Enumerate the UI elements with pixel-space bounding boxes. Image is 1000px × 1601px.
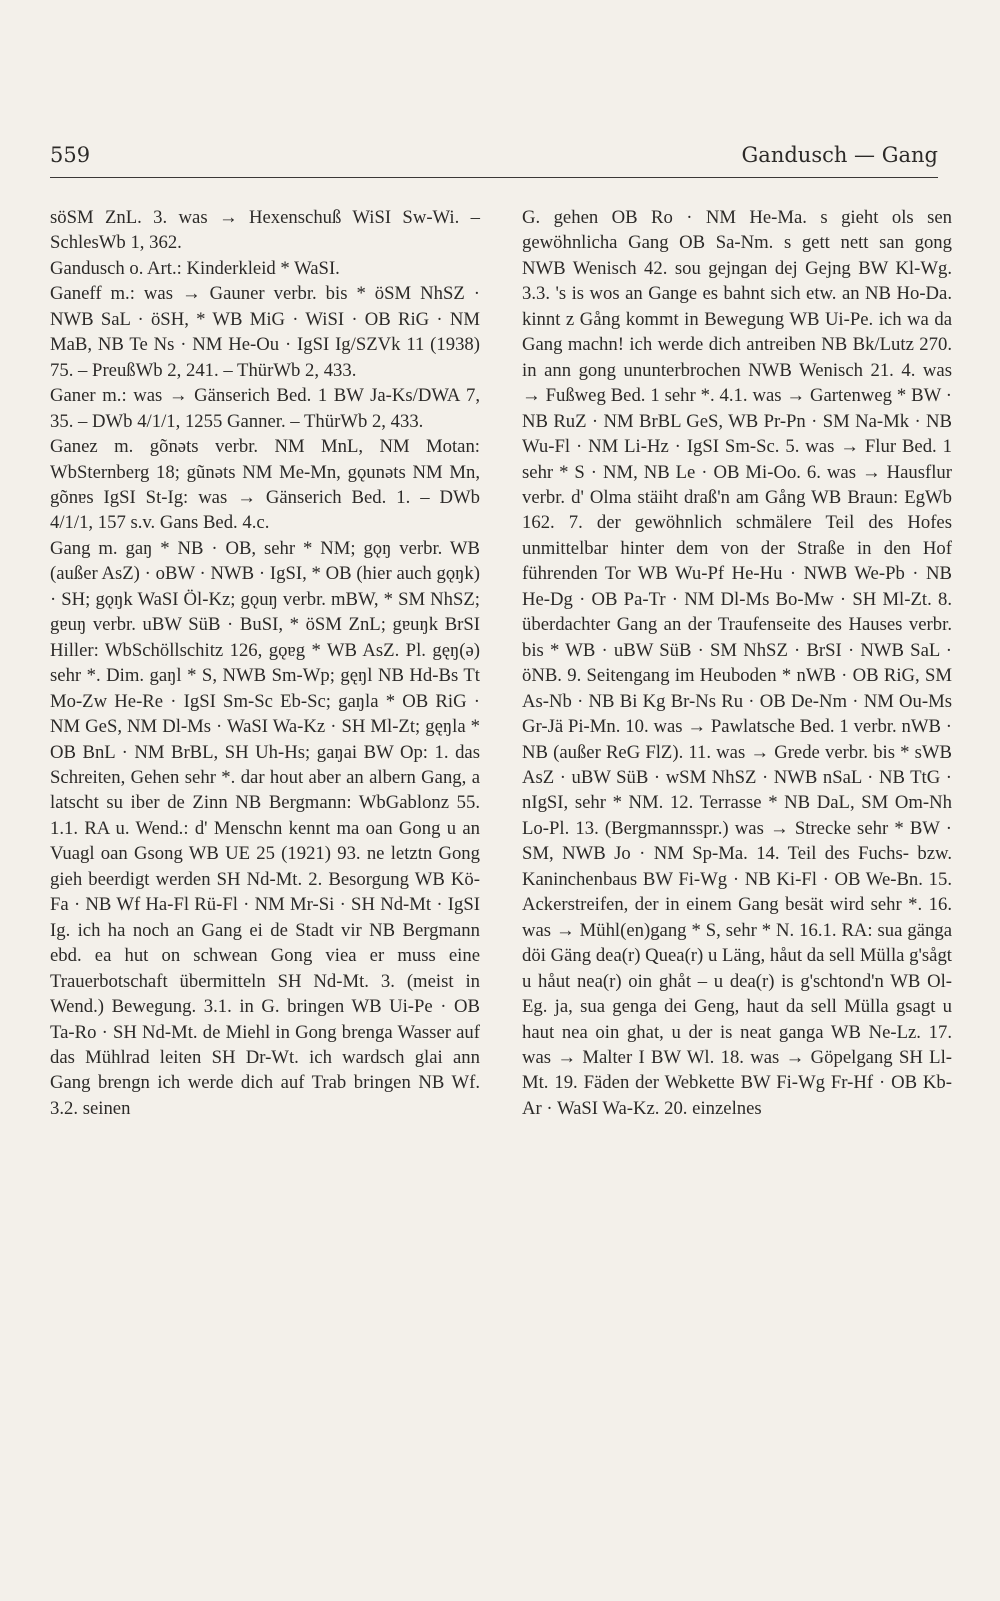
right-column [522,205,952,1121]
running-head: Gandusch — Gang [741,143,938,167]
entry-ganez: Ganez m. gõnəts verbr. NM MnL, NM Motan: WbSternberg 18; gũnəts NM Me-Mn, gǫunəts NM Mn, gõnɐs IgSI St-Ig: was → Gänserich Bed. 1. – DWb 4/1/1, 157 s.v. Gans Bed. 4.c. [50,436,480,534]
entry-ganeff: Ganeff m.: was → Gauner verbr. bis * öSM NhSZ · NWB SaL · öSH, * WB MiG · WiSI · OB RiG · NM MaB, NB Te Ns · NM He-Ou · IgSI Ig/SZVk 11 (1938) 75. – PreußWb 2, 241. – ThürWb 2, 433. [50,283,480,381]
page-number: 559 [50,143,91,167]
entry-ganer: Ganer m.: was → Gänserich Bed. 1 BW Ja-Ks/DWA 7, 35. – DWb 4/1/1, 1255 Ganner. – ThürWb 2, 433. [50,385,480,432]
entry-continuation: söSM ZnL. 3. was → Hexenschuß WiSI Sw-Wi. – SchlesWb 1, 362. [50,207,480,254]
left-column [50,205,480,1121]
page-header [50,143,938,178]
entry-gandusch: Gandusch o. Art.: Kinderkleid * WaSI. [50,257,340,279]
entry-gang: Gang m. gaŋ * NB · OB, sehr * NM; gǫŋ verbr. WB (außer AsZ) · oBW · NWB · IgSI, * OB (hier auch gǫŋk) · SH; gǫŋk WaSI Öl-Kz; gǫuŋ verbr. mBW, * SM NhSZ; gɐuŋ verbr. uBW SüB · BuSI, * öSM ZnL; gɐuŋk BrSI Hiller: WbSchöllschitz 126, gǫɐg * WB AsZ. Pl. gęŋ(ə) sehr *. Dim. gaŋl * S, NWB Sm-Wp; gęŋl NB Hd-Bs Tt Mo-Zw He-Re · IgSI Sm-Sc Eb-Sc; gaŋla * OB RiG · NM GeS, NM Dl-Ms · WaSI Wa-Kz · SH Ml-Zt; gęŋla * OB BnL · NM BrBL, SH Uh-Hs; gaŋai BW Op: 1. das Schreiten, Gehen sehr *. dar hout aber an albern Gang, a latscht su iber de Zinn NB Bergmann: WbGablonz 55. 1.1. RA u. Wend.: d' Menschn kennt ma oan Gong u an Vuagl oan Gsong WB UE 25 (1921) 93. ne letztn Gong gieh beerdigt werden SH Nd-Mt. 2. Besorgung WB Kö-Fa · NB Wf Ha-Fl Rü-Fl · NM Mr-Si · SH Nd-Mt · IgSI Ig. ich ha noch an Gang ei de Stadt vir NB Bergmann ebd. ea hut on schwean Gong viea er muss eine Trauerbotschaft übermitteln SH Nd-Mt. 3. (meist in Wend.) Bewegung. 3.1. in G. bringen WB Ui-Pe · OB Ta-Ro · SH Nd-Mt. de Miehl in Gong brenga Wasser auf das Mühlrad leiten SH Dr-Wt. ich wardsch glai ann Gang brengn ich werde dich auf Trab bringen NB Wf. 3.2. seinen [50,537,480,1119]
entry-gang-continued: G. gehen OB Ro · NM He-Ma. s gieht ols sen gewöhnlicha Gang OB Sa-Nm. s gett nett san gong NWB Wenisch 42. sou gejngan dej Gejng BW Kl-Wg. 3.3. 's is wos an Gange es bahnt sich etw. an NB Ho-Da. kinnt z Gång kommt in Bewegung WB Ui-Pe. ich wa da Gang machn! ich werde dich antreiben NB Bk/Lutz 270. in ann gong ununterbrochen NWB Wenisch 21. 4. was → Fußweg Bed. 1 sehr *. 4.1. was → Gartenweg * BW · NB RuZ · NM BrBL GeS, WB Pr-Pn · SM Na-Mk · NB Wu-Fl · NM Li-Hz · IgSI Sm-Sc. 5. was → Flur Bed. 1 sehr * S · NM, NB Le · OB Mi-Oo. 6. was → Hausflur verbr. d' Olma stäiht draß'n am Gång WB Braun: EgWb 162. 7. der gewöhnlich schmälere Teil des Hofes unmittelbar hinter dem von der Straße in den Hof führenden Tor WB Wu-Pf He-Hu · NWB We-Pb · NB He-Dg · OB Pa-Tr · NM Dl-Ms Bo-Mw · SH Ml-Zt. 8. überdachter Gang an der Traufenseite des Hauses verbr. bis * WB · uBW SüB · SM NhSZ · BrSI · NWB SaL · öNB. 9. Seitengang im Heuboden * nWB · OB RiG, SM As-Nb · NB Bi Kg Br-Ns Ru · OB De-Nm · NM Ou-Ms Gr-Jä Pi-Mn. 10. was → Pawlatsche Bed. 1 verbr. nWB · NB (außer ReG FlZ). 11. was → Grede verbr. bis * sWB AsZ · uBW SüB · wSM NhSZ · NWB nSaL · NB TtG · nIgSI, sehr * NM. 12. Terrasse * NB DaL, SM Om-Nh Lo-Pl. 13. (Bergmannsspr.) was → Strecke sehr * BW · SM, NWB Jo · NM Sp-Ma. 14. Teil des Fuchs- bzw. Kaninchenbaus BW Fi-Wg · NB Ki-Fl · OB We-Bn. 15. Ackerstreifen, der in einem Gang besät wird sehr *. 16. was → Mühl(en)gang * S, sehr * N. 16.1. RA: sua gänga döi Gäng dea(r) Quea(r) u Läng, håut da sell Mülla g'sågt u håut nea(r) oin ghåt – u dea(r) is g'schtond'n WB Ol-Eg. ja, sua genga dei Geng, haut da sell Mülla gsagt u haut nea oin ghat, u der is neat ganga WB Ne-Lz. 17. was → Malter I BW Wl. 18. was → Göpelgang SH Ll-Mt. 19. Fäden der Webkette BW Fi-Wg Fr-Hf · OB Kb-Ar · WaSI Wa-Kz. 20. einzelnes [522,207,952,1119]
